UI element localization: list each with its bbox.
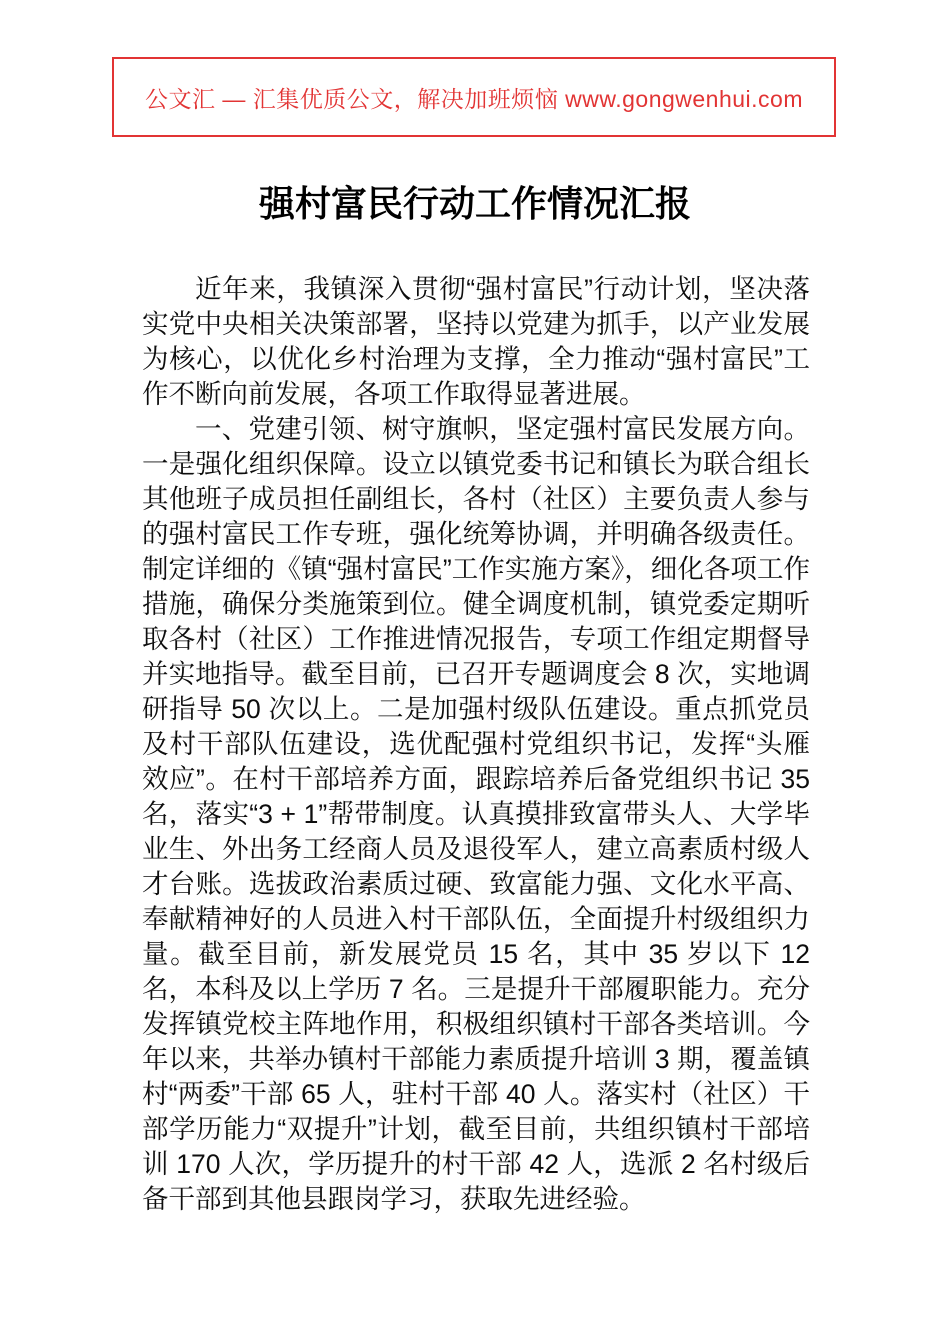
watermark-banner <box>112 57 836 137</box>
document-body <box>142 272 810 1217</box>
paragraph: 一、党建引领、树守旗帜，坚定强村富民发展方向。一是强化组织保障。设立以镇党委书记和镇长为联合组长其他班子成员担任副组长，各村（社区）主要负责人参与的强村富民工作专班，强化统筹协调，并明确各级责任。制定详细的《镇“强村富民”工作实施方案》，细化各项工作措施，确保分类施策到位。健全调度机制，镇党委定期听取各村（社区）工作推进情况报告，专项工作组定期督导并实地指导。截至目前，已召开专题调度会 8 次，实地调研指导 50 次以上。二是加强村级队伍建设。重点抓党员及村干部队伍建设，选优配强村党组织书记，发挥“头雁效应”。在村干部培养方面，跟踪培养后备党组织书记 35 名，落实“3 + 1”帮带制度。认真摸排致富带头人、大学毕业生、外出务工经商人员及退役军人，建立高素质村级人才台账。选拔政治素质过硬、致富能力强、文化水平高、奉献精神好的人员进入村干部队伍，全面提升村级组织力量。截至目前，新发展党员 15 名，其中 35 岁以下 12 名，本科及以上学历 7 名。三是提升干部履职能力。充分发挥镇党校主阵地作用，积极组织镇村干部各类培训。今年以来，共举办镇村干部能力素质提升培训 3 期，覆盖镇村“两委”干部 65 人，驻村干部 40 人。落实村（社区）干部学历能力“双提升”计划，截至目前，共组织镇村干部培训 170 人次，学历提升的村干部 42 人，选派 2 名村级后备干部到其他县跟岗学习，获取先进经验。 <box>142 414 810 1214</box>
paragraph: 近年来，我镇深入贯彻“强村富民”行动计划，坚决落实党中央相关决策部署，坚持以党建为抓手，以产业发展为核心，以优化乡村治理为支撑，全力推动“强村富民”工作不断向前发展，各项工作取得显著进展。 <box>142 274 810 409</box>
document-title: 强村富民行动工作情况汇报 <box>258 183 691 224</box>
watermark-text: 公文汇 — 汇集优质公文，解决加班烦恼 www.gongwenhui.com <box>144 85 803 112</box>
